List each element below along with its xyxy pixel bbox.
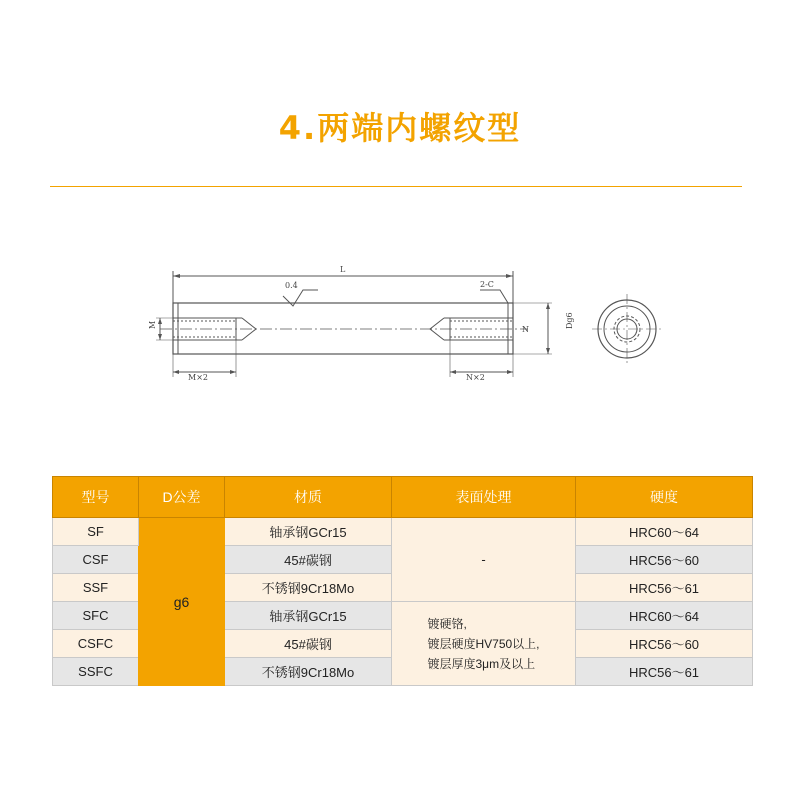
m-arrow-top — [158, 318, 162, 324]
spec-table — [52, 476, 753, 686]
mx2-arrow-left — [173, 370, 179, 374]
cell-model: SFC — [53, 602, 139, 630]
nx2-arrow-left — [450, 370, 456, 374]
chamfer-label: 2-C — [480, 280, 494, 289]
m-label: M — [148, 320, 157, 329]
diameter-arrow-top — [546, 303, 550, 309]
mx2-label: M×2 — [188, 373, 208, 382]
nx2-arrow-right — [507, 370, 513, 374]
cell-material: 轴承钢GCr15 — [225, 602, 392, 630]
length-arrow-right — [506, 274, 513, 278]
cell-hardness: HRC60～64 — [576, 518, 753, 546]
nx2-label: N×2 — [466, 373, 485, 382]
n-label: N — [522, 325, 529, 334]
roughness-symbol — [283, 290, 318, 306]
header-model: 型号 — [53, 477, 139, 518]
cell-surface-plated — [392, 602, 576, 686]
length-label: L — [340, 265, 346, 274]
header-tolerance: D公差 — [139, 477, 225, 518]
header-surface: 表面处理 — [392, 477, 576, 518]
cell-tolerance: g6 — [139, 518, 225, 686]
cell-material: 不锈钢9Cr18Mo — [225, 574, 392, 602]
cell-hardness: HRC56～61 — [576, 658, 753, 686]
surface-line-3: 镀层厚度3μm及以上 — [427, 656, 536, 671]
chamfer-leader — [480, 290, 508, 303]
surface-line-2: 镀层硬度HV750以上, — [427, 636, 540, 651]
header-hardness: 硬度 — [576, 477, 753, 518]
cell-hardness: HRC56～60 — [576, 546, 753, 574]
cell-model: CSFC — [53, 630, 139, 658]
cell-material: 轴承钢GCr15 — [225, 518, 392, 546]
surface-line-1: 镀硬铬, — [427, 616, 467, 631]
shaft-body — [173, 303, 513, 354]
cell-model: SSFC — [53, 658, 139, 686]
cell-surface-none: - — [392, 518, 576, 602]
cell-hardness: HRC56～60 — [576, 630, 753, 658]
mx2-arrow-right — [230, 370, 236, 374]
cell-material: 不锈钢9Cr18Mo — [225, 658, 392, 686]
cell-material: 45#碳钢 — [225, 546, 392, 574]
surface-plated-text — [427, 614, 539, 674]
roughness-label: 0.4 — [285, 281, 298, 290]
table-row — [53, 518, 753, 546]
header-material: 材质 — [225, 477, 392, 518]
page-title: 4.两端内螺纹型 — [278, 109, 522, 147]
cell-model: SF — [53, 518, 139, 546]
diameter-arrow-bottom — [546, 348, 550, 354]
table-header-row — [53, 477, 753, 518]
cell-model: CSF — [53, 546, 139, 574]
cell-material: 45#碳钢 — [225, 630, 392, 658]
cell-model: SSF — [53, 574, 139, 602]
diameter-label: Dg6 — [565, 312, 574, 329]
m-arrow-bottom — [158, 334, 162, 340]
cell-hardness: HRC60～64 — [576, 602, 753, 630]
length-arrow-left — [173, 274, 180, 278]
cell-hardness: HRC56～61 — [576, 574, 753, 602]
